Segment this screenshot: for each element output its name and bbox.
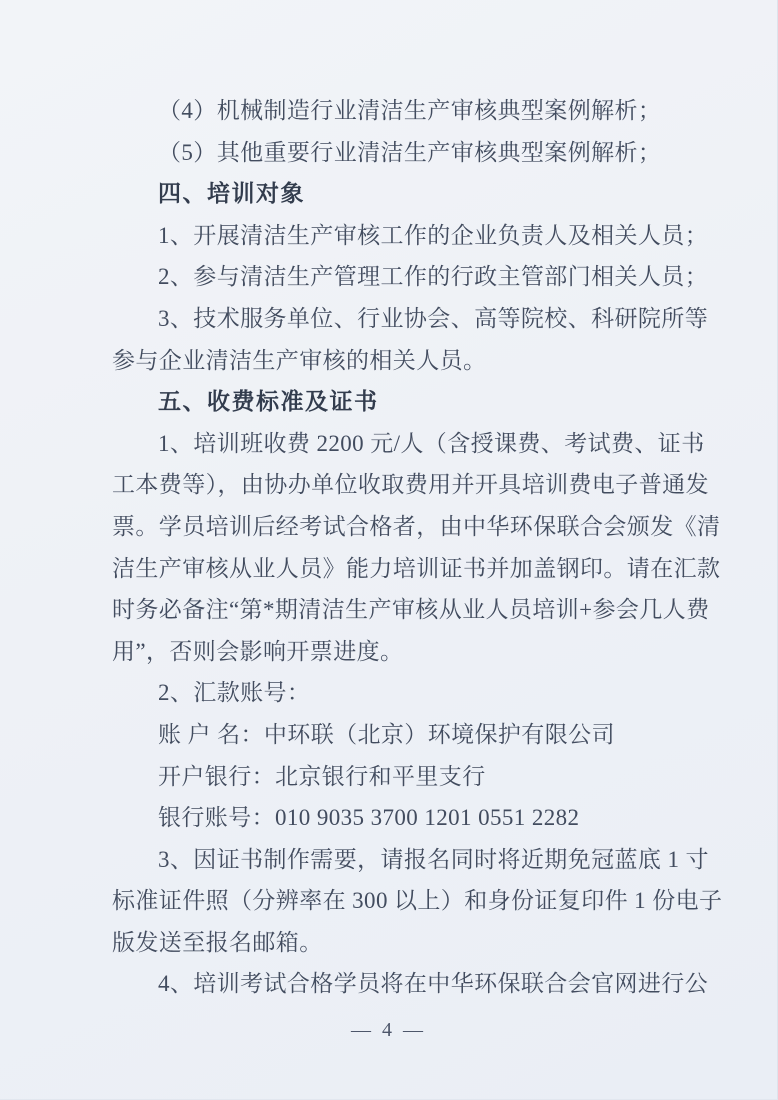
text-line: 3、因证书制作需要，请报名同时将近期免冠蓝底 1 寸 (158, 846, 709, 872)
text-line: 3、技术服务单位、行业协会、高等院校、科研院所等 (158, 305, 709, 331)
text-line: 标准证件照（分辨率在 300 以上）和身份证复印件 1 份电子 (112, 888, 723, 914)
text-line: 工本费等），由协办单位收取费用并开具培训费电子普通发 (112, 472, 709, 498)
text-line: 银行账号：010 9035 3700 1201 0551 2282 (158, 805, 580, 831)
document-body (112, 90, 722, 1005)
text-line: 4、培训考试合格学员将在中华环保联合会官网进行公 (158, 971, 709, 997)
section-heading: 五、收费标准及证书 (158, 388, 379, 415)
text-line: （4）机械制造行业清洁生产审核典型案例解析； (158, 98, 662, 123)
text-line: 开户银行：北京银行和平里支行 (158, 763, 486, 789)
text-line: 版发送至报名邮箱。 (112, 929, 323, 955)
text-line: 1、培训班收费 2200 元/人（含授课费、考试费、证书 (158, 430, 705, 456)
text-line: 2、参与清洁生产管理工作的行政主管部门相关人员； (158, 264, 709, 290)
text-line: 1、开展清洁生产审核工作的企业负责人及相关人员； (158, 222, 709, 248)
text-line: 洁生产审核从业人员》能力培训证书并加盖钢印。请在汇款 (112, 555, 721, 581)
text-line: 票。学员培训后经考试合格者，由中华环保联合会颁发《清 (112, 513, 721, 539)
text-line: 用”，否则会影响开票进度。 (112, 638, 404, 664)
text-line: 时务必备注“第*期清洁生产审核从业人员培训+参会几人费 (112, 597, 710, 623)
page-number: — 4 — (351, 1019, 426, 1041)
text-line: 2、汇款账号： (158, 680, 311, 706)
text-line: 账 户 名：中环联（北京）环境保护有限公司 (158, 721, 615, 747)
section-heading: 四、培训对象 (158, 180, 305, 207)
text-line: （5）其他重要行业清洁生产审核典型案例解析； (158, 139, 662, 165)
text-line: 参与企业清洁生产审核的相关人员。 (112, 347, 487, 373)
